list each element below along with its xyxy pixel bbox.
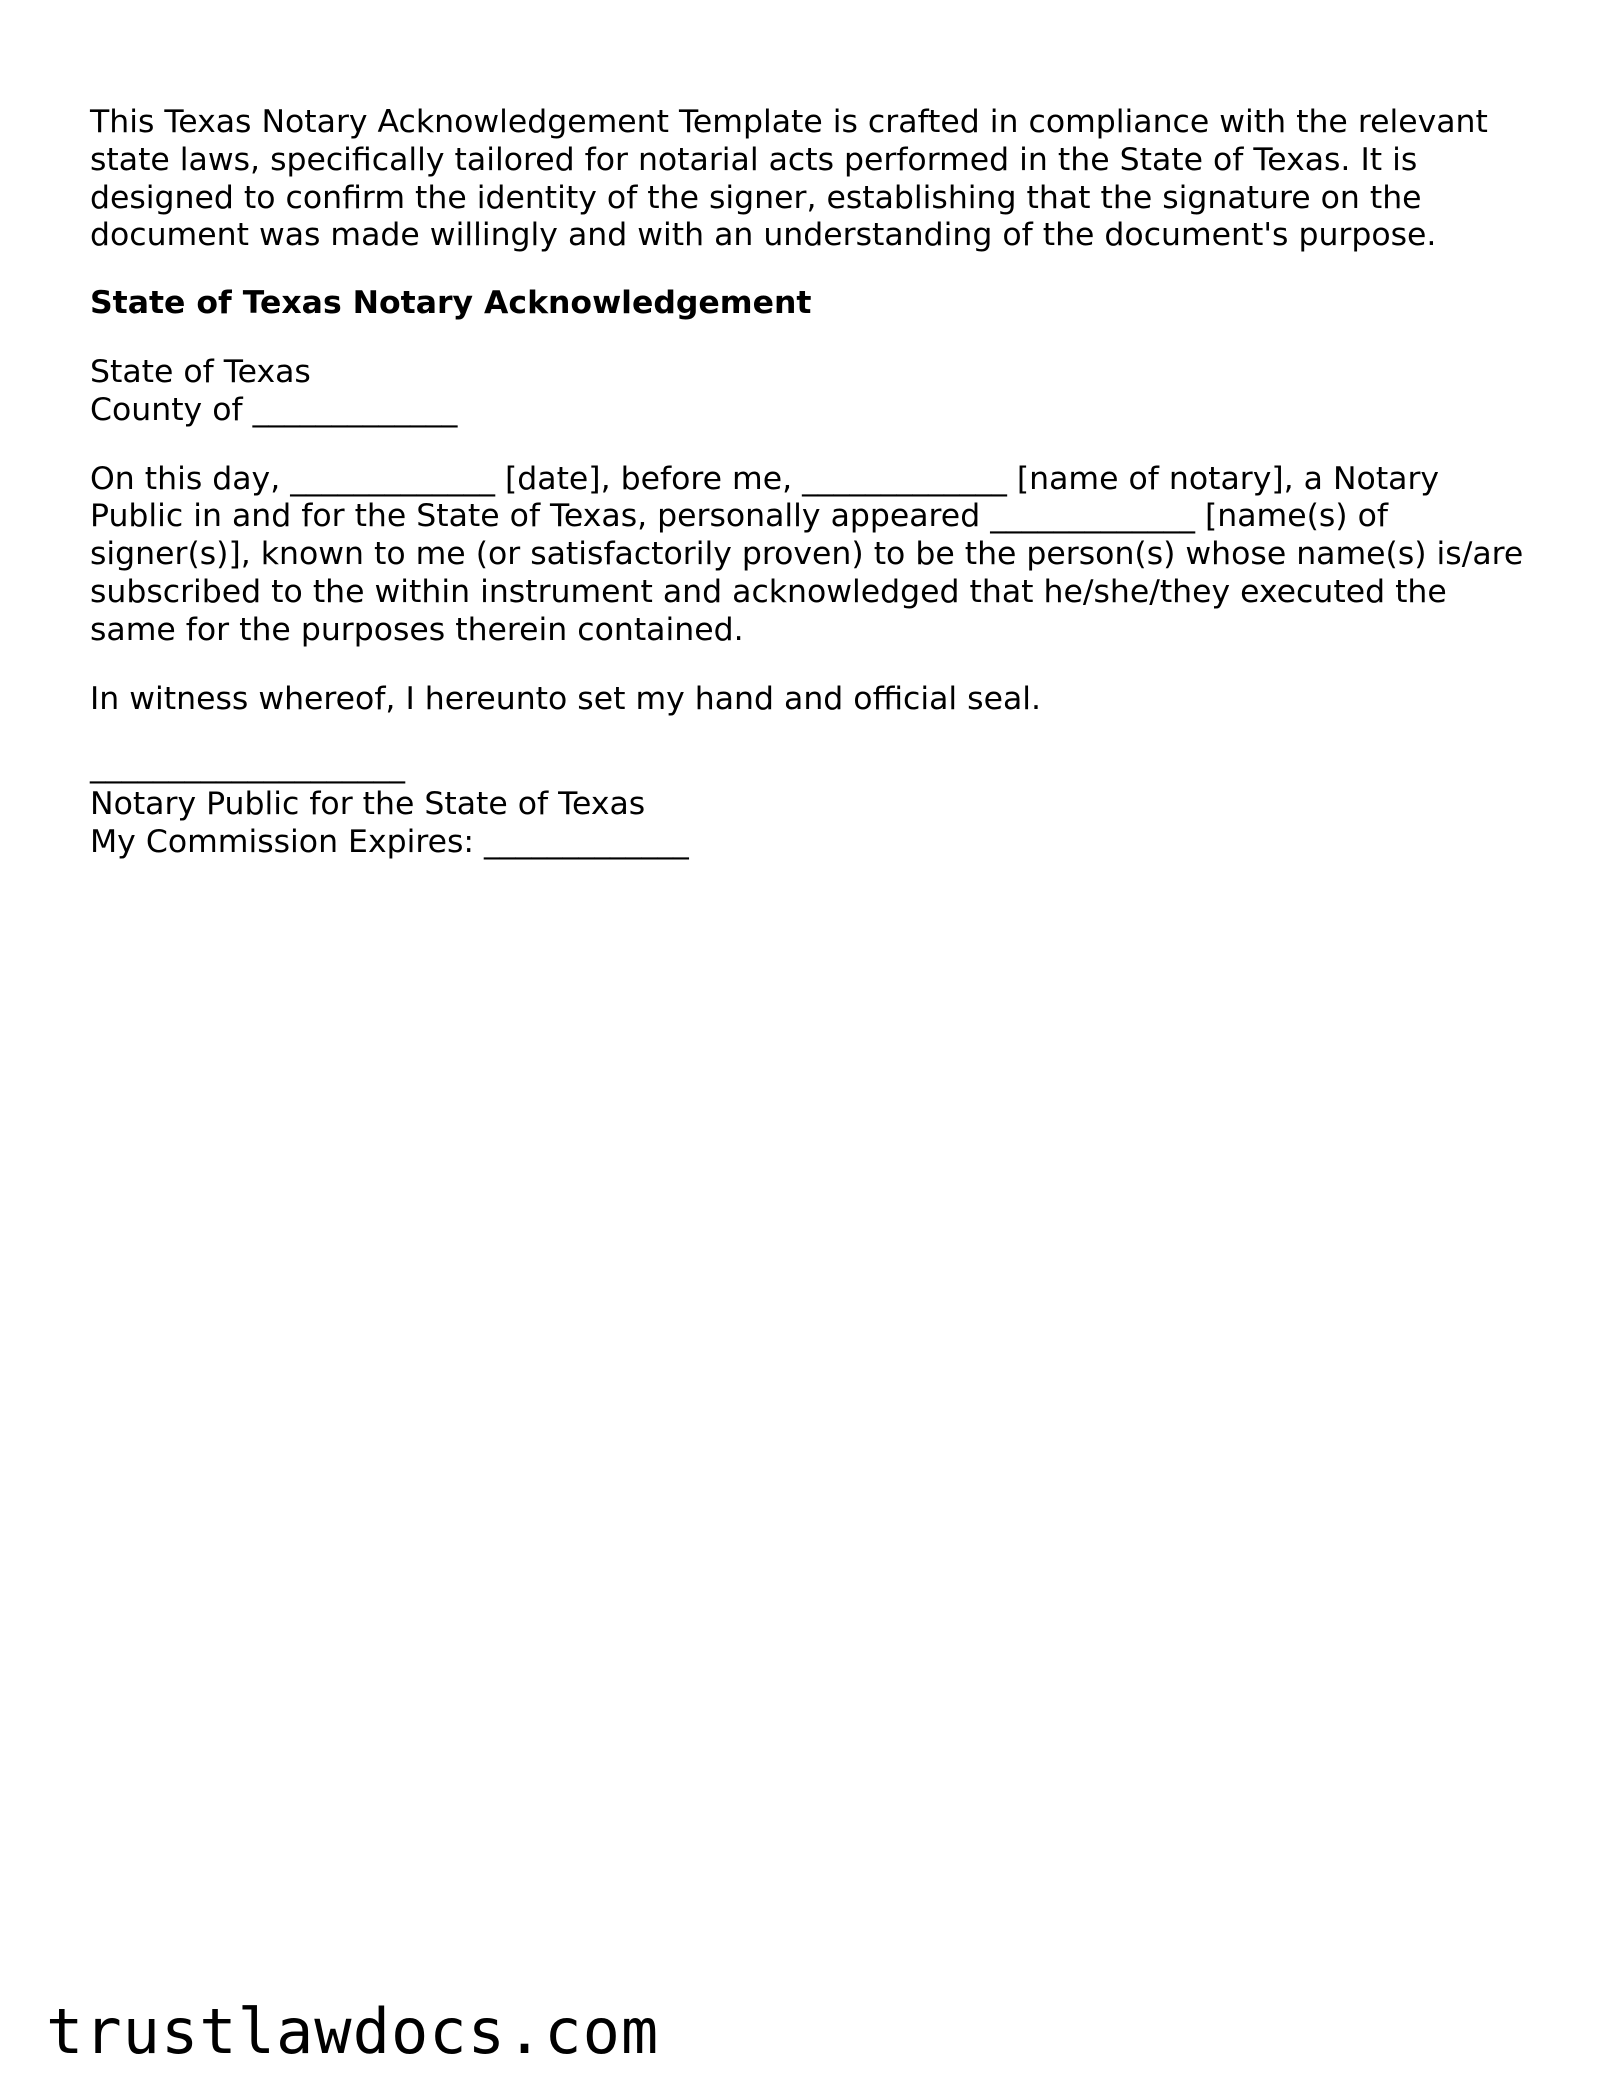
body-line-3: signer(s)], known to me (or satisfactorily proven) to be the person(s) whose name(s) is/are	[90, 536, 1524, 573]
acknowledgement-body	[90, 461, 1540, 650]
body-line-2: Public in and for the State of Texas, personally appeared _____________ [name(s) of	[90, 498, 1388, 535]
body-line-4: subscribed to the within instrument and acknowledged that he/she/they executed the	[90, 573, 1447, 610]
body-line-5: same for the purposes therein contained.	[90, 611, 744, 648]
intro-line-2: state laws, specifically tailored for notarial acts performed in the State of Texas. It is	[90, 141, 1418, 178]
watermark: trustlawdocs.com	[46, 1995, 660, 2068]
intro-line-4: document was made willingly and with an understanding of the document's purpose.	[90, 217, 1437, 254]
notary-title: Notary Public for the State of Texas	[90, 786, 646, 823]
document-content	[90, 104, 1540, 862]
venue-block	[90, 354, 1540, 430]
commission-expiry-line: My Commission Expires: _____________	[90, 823, 689, 860]
body-line-1: On this day, _____________ [date], before me, _____________ [name of notary], a Notary	[90, 460, 1440, 497]
intro-line-1: This Texas Notary Acknowledgement Template is crafted in compliance with the relevant	[90, 104, 1488, 140]
state-line: State of Texas	[90, 353, 311, 390]
intro-paragraph	[90, 104, 1540, 255]
intro-line-3: designed to confirm the identity of the signer, establishing that the signature on the	[90, 179, 1422, 216]
signature-line: ____________________	[90, 748, 405, 785]
witness-statement: In witness whereof, I hereunto set my hand and official seal.	[90, 680, 1042, 717]
acknowledgement-heading: State of Texas Notary Acknowledgement	[90, 285, 812, 322]
signature-block	[90, 748, 1540, 861]
county-line: County of _____________	[90, 391, 458, 428]
